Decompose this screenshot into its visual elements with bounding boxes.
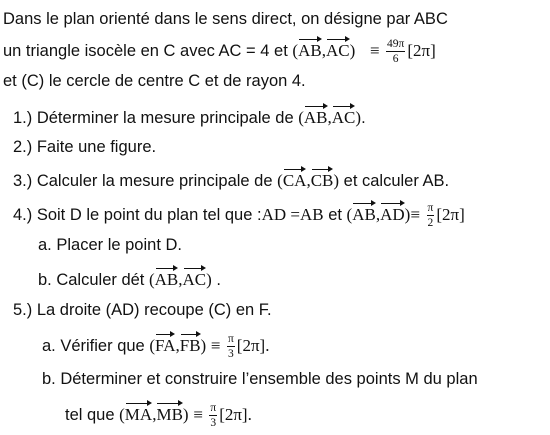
vector-ca: CA	[283, 168, 307, 191]
q3-label: 3.) Calculer la mesure principale de	[13, 172, 273, 190]
intro-text-2: un triangle isocèle en C avec AC = 4 et	[3, 42, 288, 60]
modulo: [2π]	[436, 205, 465, 224]
question-5b	[42, 369, 478, 389]
vector-fa: FA	[155, 333, 175, 356]
vector-fb: FB	[180, 333, 201, 356]
q4-equation: AD =AB	[261, 205, 324, 224]
fraction-pi-3	[227, 333, 235, 360]
angle-ab-ac: (AB,AC)	[292, 41, 355, 60]
intro-text-3: et (C) le cercle de centre C et de rayon 4.	[3, 72, 306, 90]
q4-et: et	[328, 206, 342, 224]
q2-label: 2.) Faite une figure.	[13, 138, 157, 156]
question-4	[13, 202, 465, 229]
question-5	[13, 300, 272, 320]
vector-ac: AC	[183, 267, 207, 290]
modulo: [2π].	[219, 405, 252, 424]
q5a-label: a. Vérifier que	[42, 337, 145, 355]
fraction-numerator: π	[427, 202, 434, 215]
vector-ab: AB	[298, 38, 322, 61]
question-1	[13, 105, 366, 128]
fraction-numerator: π	[210, 402, 217, 415]
q4a-label: a. Placer le point D.	[38, 236, 182, 254]
vector-ab: AB	[304, 105, 328, 128]
vector-cb: CB	[311, 168, 334, 191]
vector-ac: AC	[326, 38, 350, 61]
equiv-symbol: ≡	[210, 336, 221, 355]
intro-line-1	[3, 9, 448, 29]
vector-ab: AB	[155, 267, 179, 290]
question-5b-cont	[65, 402, 252, 429]
q1-label: 1.) Déterminer la mesure principale de	[13, 109, 294, 127]
q4b-end: .	[211, 271, 221, 289]
vector-mb: MB	[156, 402, 182, 425]
fraction-denominator: 3	[228, 348, 234, 361]
q5b2-label: tel que	[65, 406, 120, 424]
fraction-pi-2	[427, 202, 435, 229]
question-3	[13, 168, 449, 191]
vector-ma: MA	[125, 402, 152, 425]
fraction-numerator: π	[227, 333, 234, 346]
q5a-angle: (FA,FB)	[149, 336, 206, 355]
question-4b	[38, 267, 221, 290]
vector-ac: AC	[332, 105, 356, 128]
vector-ad: AD	[380, 202, 405, 225]
fraction-denominator: 6	[392, 53, 399, 66]
q4-angle: (AB,AD)	[347, 205, 411, 224]
intro-text-1: Dans le plan orienté dans le sens direct, on désigne par ABC	[3, 10, 448, 28]
intro-line-3	[3, 71, 306, 91]
q3-angle: (CA,CB)	[277, 171, 339, 190]
q5-label: 5.) La droite (AD) recoupe (C) en F.	[13, 301, 272, 319]
equiv-symbol: ≡	[410, 205, 420, 224]
q5b-label: b. Déterminer et construire l’ensemble des points M du plan	[42, 370, 478, 388]
q4b-label: b. Calculer dét	[38, 271, 145, 289]
q5b-angle: (MA,MB)	[119, 405, 188, 424]
q1-end: .	[361, 109, 366, 127]
fraction-denominator: 3	[210, 417, 217, 430]
fraction-49pi-6	[386, 38, 405, 65]
q4b-angle: (AB,AC)	[149, 270, 212, 289]
intro-line-2	[3, 38, 436, 65]
question-5a	[42, 333, 269, 360]
fraction-denominator: 2	[427, 217, 434, 230]
question-2	[13, 137, 156, 157]
fraction-pi-3	[209, 402, 217, 429]
vector-ab: AB	[352, 202, 376, 225]
question-4a	[38, 235, 182, 255]
fraction-numerator: 49π	[387, 38, 405, 51]
modulo: [2π].	[236, 336, 270, 355]
equiv-symbol: ≡	[369, 41, 380, 60]
q3-after: et calculer AB.	[343, 172, 450, 190]
q4-label: 4.) Soit D le point du plan tel que :	[13, 206, 262, 224]
modulo: [2π]	[407, 41, 436, 60]
q1-angle: (AB,AC)	[298, 108, 361, 127]
equiv-symbol: ≡	[193, 405, 203, 424]
